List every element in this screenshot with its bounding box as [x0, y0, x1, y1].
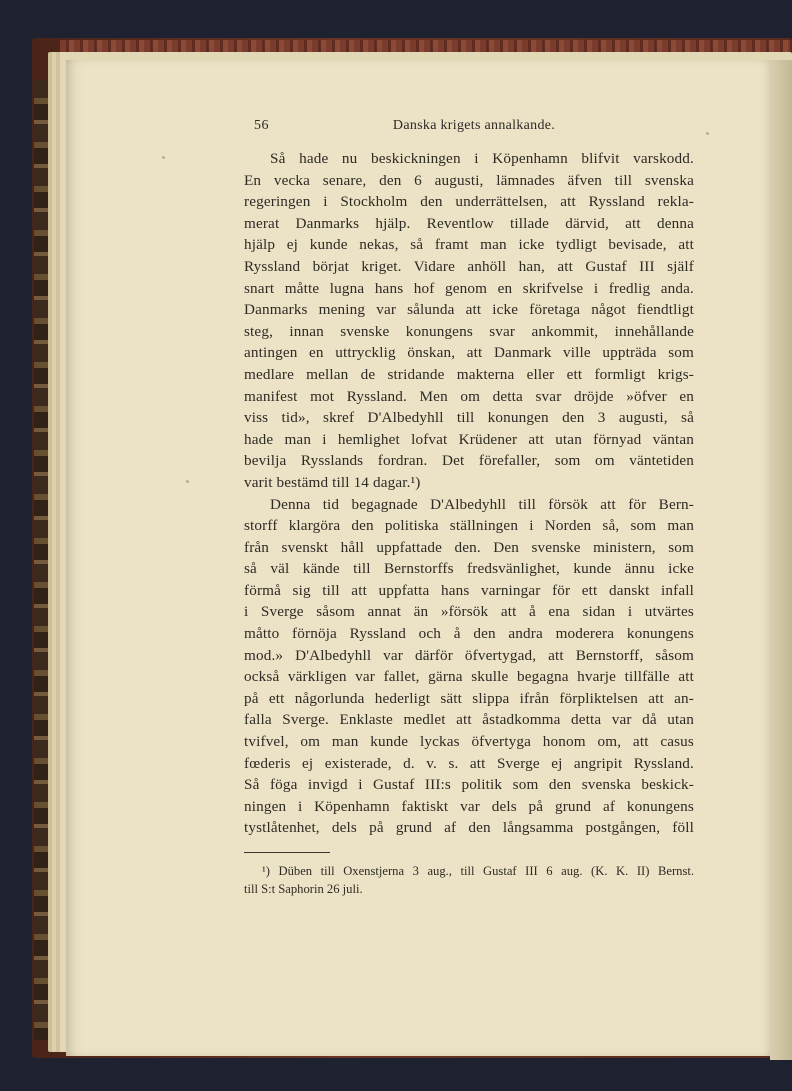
body-line: varit bestämd till 14 dagar.¹) — [244, 473, 421, 491]
body-line: också värkligen var fallet, gärna skulle begagna hvarje tillfälle att — [244, 668, 694, 686]
body-line: tvifvel, om man kunde lyckas öfvertyga honom om, att casus — [244, 733, 694, 751]
footnotes — [244, 862, 694, 898]
body-line: på ett någorlunda hederligt sätt slippa ifrån förpliktelsen att an- — [244, 689, 694, 707]
body-line: måtto förnöja Ryssland och å den andra moderera konungens — [244, 625, 694, 643]
body-line: hade man i hemlighet lofvat Krüdener att utan förnyad väntan — [244, 430, 694, 448]
body-line: så väl kände till Bernstorffs fredsvänlighet, kunde ännu icke — [244, 560, 694, 578]
body-line: storff klargöra den politiska ställningen i Norden så, som man — [244, 517, 694, 535]
body-line: Ryssland börjat kriget. Vidare anhöll han, att Gustaf III själf — [244, 257, 694, 275]
body-line: förmå sig till att uppfatta hans varningar för ett danskt infall — [244, 581, 694, 599]
body-line: Denna tid begagnade D'Albedyhll till försök att för Bern- — [270, 495, 694, 513]
page-header — [254, 118, 694, 140]
body-line: antingen en uttrycklig önskan, att Danmark ville uppträda som — [244, 344, 694, 362]
body-line: i Sverge såsom annat än »försök att å ena sidan i utvärtes — [244, 603, 694, 621]
body-line: ningen i Köpenhamn faktiskt var dels på grund af konungens — [244, 797, 694, 815]
next-page-edge — [770, 60, 792, 1060]
footnote-line: till S:t Saphorin 26 juli. — [244, 882, 363, 896]
paper-speck — [706, 132, 709, 135]
body-line: Så föga invigd i Gustaf III:s politik som den svenska beskick- — [244, 776, 694, 794]
footnote-divider — [244, 852, 330, 853]
body-text — [244, 148, 694, 839]
page-number: 56 — [254, 118, 269, 133]
body-line: mod.» D'Albedyhll var därför öfvertygad, att Bernstorff, såsom — [244, 646, 694, 664]
body-line: hjälp ej kunde nekas, så framt man icke tydligt bevisade, att — [244, 236, 694, 254]
book-page — [66, 60, 770, 1056]
body-line: merat Danmarks hjälp. Reventlow tillade därvid, att denna — [244, 214, 694, 232]
paper-speck — [162, 156, 165, 159]
body-line: steg, innan svenske konungens svar ankommit, innehållande — [244, 322, 694, 340]
body-line: tystlåtenhet, dels på grund af den långsamma postgången, föll — [244, 819, 694, 837]
running-title: Danska krigets annalkande. — [392, 118, 556, 133]
body-line: falla Sverge. Enklaste medlet att åstadkomma detta var då utan — [244, 711, 694, 729]
paper-speck — [186, 480, 189, 483]
body-line: regeringen i Stockholm den underrättelsen, att Ryssland rekla- — [244, 193, 694, 211]
body-line: bevilja Rysslands fordran. Det förefaller, som om väntetiden — [244, 452, 694, 470]
body-line: En vecka senare, den 6 augusti, lämnades äfven till svenska — [244, 171, 694, 189]
body-line: snart måtte lugna hans hof genom en skrifvelse i fredlig anda. — [244, 279, 694, 297]
body-line: fœderis ej existerade, d. v. s. att Sverge ej angripit Ryssland. — [244, 754, 694, 772]
body-line: viss tid», skref D'Albedyhll till konungen den 3 augusti, så — [244, 409, 694, 427]
body-line: Så hade nu beskickningen i Köpenhamn blifvit varskodd. — [270, 150, 694, 167]
body-line: Danmarks mening var sålunda att icke företaga något fiendtligt — [244, 301, 694, 319]
body-line: från svenskt håll uppfattade den. Den svenske ministern, som — [244, 538, 694, 556]
body-line: medlare mellan de stridande makterna eller ett formligt krigs- — [244, 365, 694, 383]
body-line: manifest mot Ryssland. Men om detta svar dröjde »öfver en — [244, 387, 694, 405]
footnote-line: ¹) Düben till Oxenstjerna 3 aug., till Gustaf III 6 aug. (K. K. II) Bernst. — [262, 864, 694, 878]
